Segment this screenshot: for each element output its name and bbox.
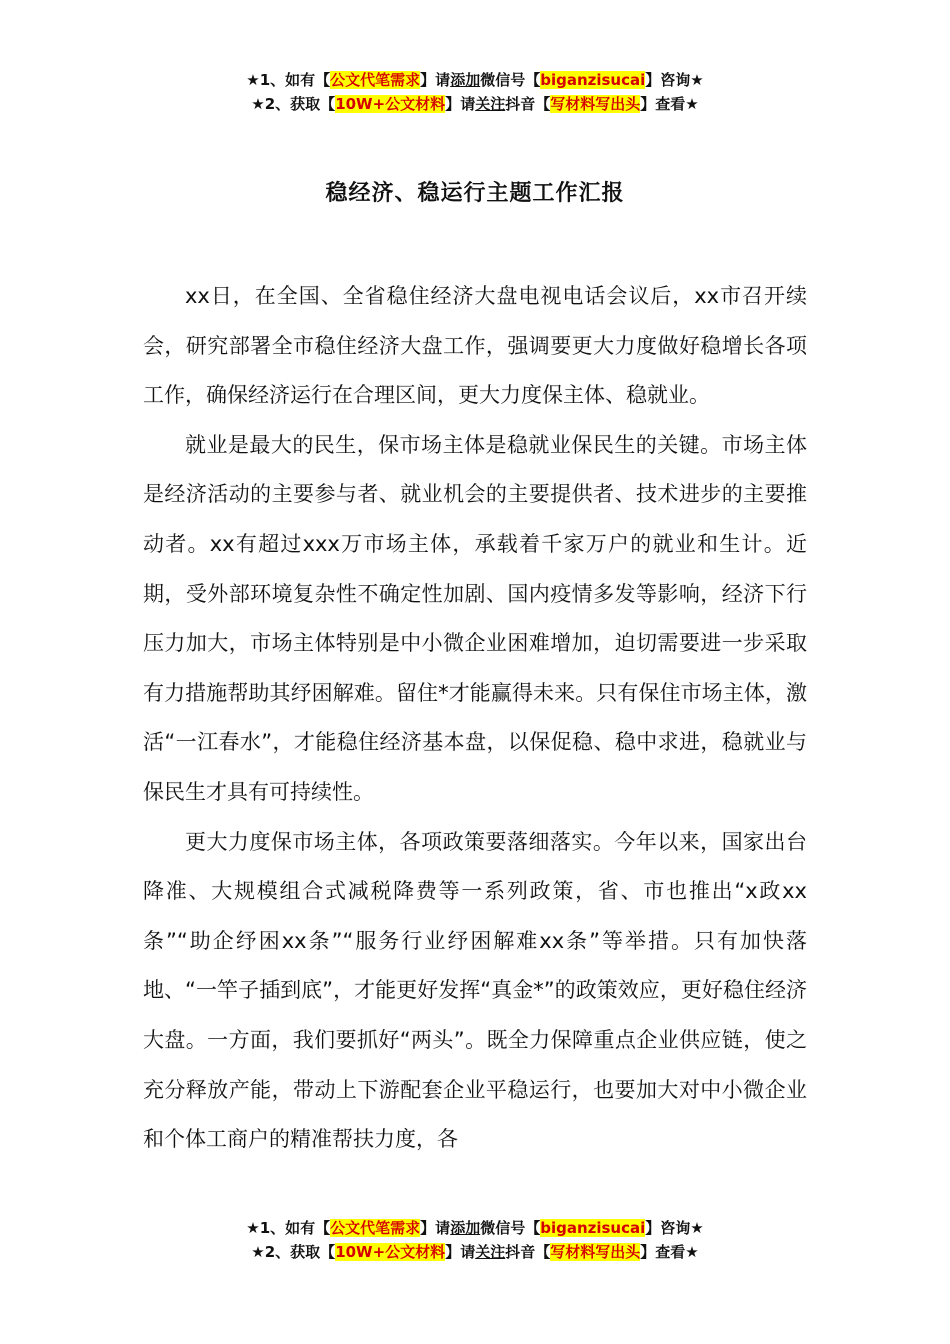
highlight-service: 公文代笔需求: [330, 71, 421, 89]
star-icon: ★: [251, 95, 265, 113]
document-body: [143, 272, 807, 1165]
banner-text: 1、如有【: [259, 1219, 331, 1237]
banner-text: 微信号【: [480, 71, 541, 89]
banner-text: 抖音【: [505, 1243, 551, 1261]
top-banner: [0, 68, 950, 116]
highlight-douyin-account: 写材料写出头: [550, 1243, 641, 1261]
banner-line-2: [0, 92, 950, 116]
underlined-text: 关注: [475, 1243, 506, 1261]
paragraph: xx日，在全国、全省稳住经济大盘电视电话会议后，xx市召开续会，研究部署全市稳住经济大盘工作，强调要更大力度做好稳增长各项工作，确保经济运行在合理区间，更大力度保主体、稳就业。: [143, 284, 807, 408]
banner-text: 】请: [420, 71, 451, 89]
star-icon: ★: [246, 71, 260, 89]
star-icon: ★: [246, 1219, 260, 1237]
underlined-text: 添加: [450, 71, 481, 89]
banner-text: 】请: [445, 1243, 476, 1261]
banner-line-1: [0, 1216, 950, 1240]
banner-text: 】查看★: [640, 1243, 699, 1261]
banner-text: 】咨询★: [645, 71, 704, 89]
highlight-materials: 10W+公文材料: [335, 1243, 446, 1261]
banner-line-2: [0, 1240, 950, 1264]
banner-text: 抖音【: [505, 95, 551, 113]
highlight-service: 公文代笔需求: [330, 1219, 421, 1237]
banner-text: 】请: [420, 1219, 451, 1237]
underlined-text: 添加: [450, 1219, 481, 1237]
paragraph: 更大力度保市场主体，各项政策要落细落实。今年以来，国家出台降准、大规模组合式减税降费等一系列政策，省、市也推出“x政xx条”“助企纾困xx条”“服务行业纾困解难xx条”等举措。只有加快落地、“一竿子插到底”，才能更好发挥“真金*”的政策效应，更好稳住经济大盘。一方面，我们要抓好“两头”。既全力保障重点企业供应链，使之充分释放产能，带动上下游配套企业平稳运行，也要加大对中小微企业和个体工商户的精准帮扶力度，各: [143, 829, 807, 1152]
banner-text: 】查看★: [640, 95, 699, 113]
highlight-materials: 10W+公文材料: [335, 95, 446, 113]
banner-text: 1、如有【: [259, 71, 331, 89]
banner-text: 2、获取【: [264, 1243, 336, 1261]
underlined-text: 关注: [475, 95, 506, 113]
banner-text: 】咨询★: [645, 1219, 704, 1237]
bottom-banner: [0, 1216, 950, 1264]
document-title: 稳经济、稳运行主题工作汇报: [325, 181, 625, 206]
star-icon: ★: [251, 1243, 265, 1261]
banner-text: 】请: [445, 95, 476, 113]
highlight-wechat-id: biganzisucai: [540, 1219, 646, 1237]
highlight-douyin-account: 写材料写出头: [550, 95, 641, 113]
banner-text: 微信号【: [480, 1219, 541, 1237]
highlight-wechat-id: biganzisucai: [540, 71, 646, 89]
banner-text: 2、获取【: [264, 95, 336, 113]
banner-line-1: [0, 68, 950, 92]
paragraph: 就业是最大的民生，保市场主体是稳就业保民生的关键。市场主体是经济活动的主要参与者、就业机会的主要提供者、技术进步的主要推动者。xx有超过xxx万市场主体，承载着千家万户的就业和生计。近期，受外部环境复杂性不确定性加剧、国内疫情多发等影响，经济下行压力加大，市场主体特别是中小微企业困难增加，迫切需要进一步采取有力措施帮助其纾困解难。留住*才能赢得未来。只有保住市场主体，激活“一江春水”，才能稳住经济基本盘，以保促稳、稳中求进，稳就业与保民生才具有可持续性。: [143, 432, 807, 804]
